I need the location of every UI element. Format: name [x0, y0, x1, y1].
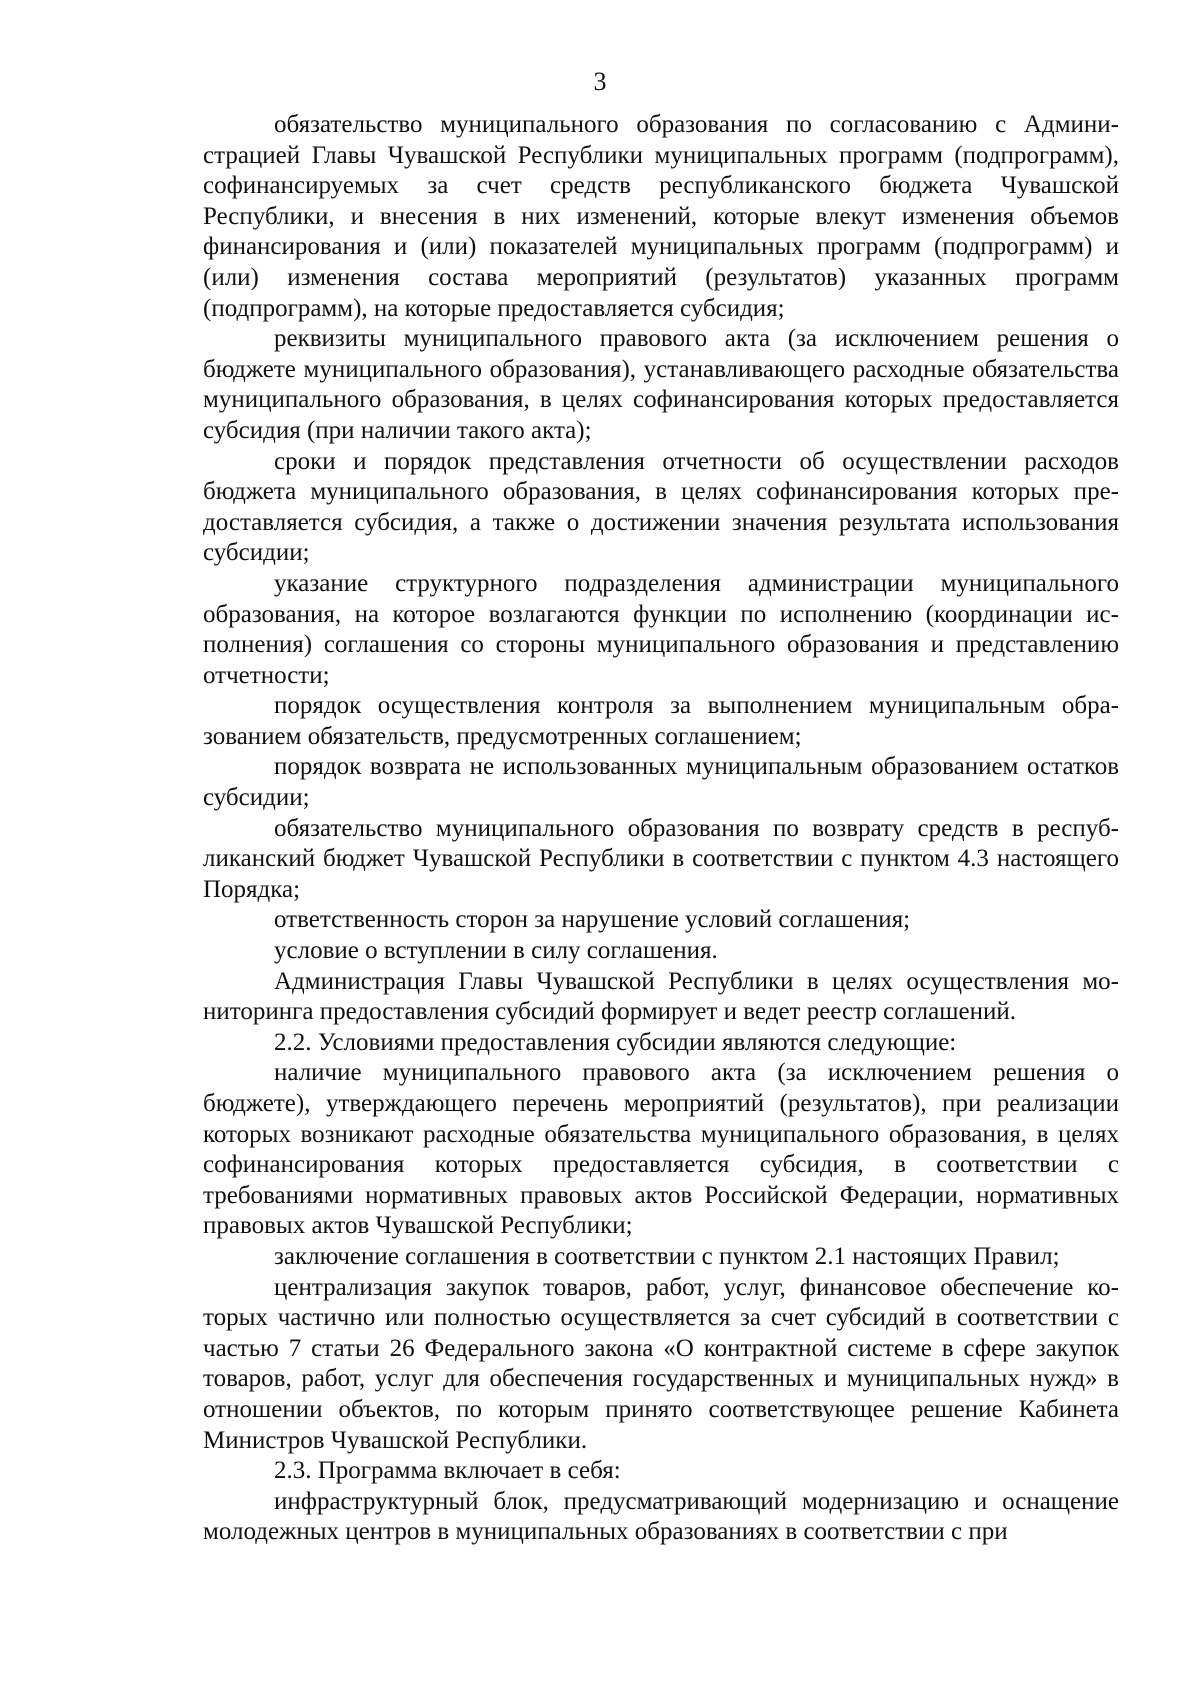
paragraph-municipal-program-approval: обязательство муниципального образования по согласованию с Администрацией Главы Чувашской Республики муниципальных программ (подпрограмм), софинансируемых за счет средств республиканского бюджета Чувашской Республики, и внесения в них изменений, которые влекут изменения объемов финансирования и (или) показателей муниципальных программ (подпрограмм) и (или) изменения состава мероприятий (результатов) указанных программ (подпрограмм), на которые предоставляется субсидия;: [203, 111, 1119, 322]
paragraph-legal-act-condition: наличие муниципального правового акта (за исключением решения о бюджете), утверждающего перечень мероприятий (результатов), при реализации которых возникают расходные обязательства муниципального образования, в целях софинансирования которых предоставляется субсидия, в соответствии с требованиями нормативных правовых актов Российской Федерации, нормативных правовых актов Чувашской Республики;: [203, 1059, 1119, 1240]
paragraph-reporting-terms: сроки и порядок представления отчетности об осуществлении расходов бюджета муниципального образования, в целях софинансирования которых предоставляется субсидия, а также о достижении значения результата использования субсидии;: [203, 447, 1119, 567]
paragraph-legal-act-details: реквизиты муниципального правового акта (за исключением решения о бюджете муниципального образования), устанавливающего расходные обязательства муниципального образования, в целях софинансирования которых предоставляется субсидия (при наличии такого акта);: [203, 325, 1119, 444]
paragraph-entry-into-force: условие о вступлении в силу соглашения.: [274, 937, 718, 965]
paragraph-agreement-condition: заключение соглашения в соответствии с пунктом 2.1 настоящих Правил;: [274, 1242, 1060, 1270]
page-number: 3: [593, 67, 607, 96]
paragraph-section-2-3: 2.3. Программа включает в себя:: [274, 1457, 621, 1485]
paragraph-refund-obligation: обязательство муниципального образования по возврату средств в республиканский бюджет Чувашской Республики в соответствии с пунктом 4.3 настоящего Порядка;: [203, 814, 1119, 903]
paragraph-control-procedure: порядок осуществления контроля за выполнением муниципальным образованием обязательств, предусмотренных соглашением;: [203, 692, 1119, 750]
paragraph-liability: ответственность сторон за нарушение условий соглашения;: [274, 906, 911, 934]
paragraph-responsible-unit: указание структурного подразделения администрации муниципального образования, на которое возлагаются функции по исполнению (координации исполнения) соглашения со стороны муниципального образования и представлению отчетности;: [203, 569, 1119, 689]
paragraph-procurement-centralization: централизация закупок товаров, работ, услуг, финансовое обеспечение которых частично или полностью осуществляется за счет субсидий в соответствии с частью 7 статьи 26 Федерального закона «О контрактной системе в сфере закупок товаров, работ, услуг для обеспечения государственных и муниципальных нужд» в отношении объектов, по которым принято соответствующее решение Кабинета Министров Чувашской Республики.: [203, 1273, 1119, 1454]
paragraph-infrastructure-block: инфраструктурный блок, предусматривающий модернизацию и оснащение молодежных центров в муниципальных образованиях в соответствии с при: [203, 1487, 1119, 1546]
paragraph-return-procedure: порядок возврата не использованных муниципальным образованием остатков субсидии;: [203, 753, 1119, 812]
paragraph-registry: Администрация Главы Чувашской Республики в целях осуществления мониторинга предоставления субсидий формирует и ведет реестр соглашений.: [203, 967, 1119, 1026]
document-body: [203, 110, 1119, 1548]
paragraph-section-2-2: 2.2. Условиями предоставления субсидии являются следующие:: [274, 1028, 957, 1056]
